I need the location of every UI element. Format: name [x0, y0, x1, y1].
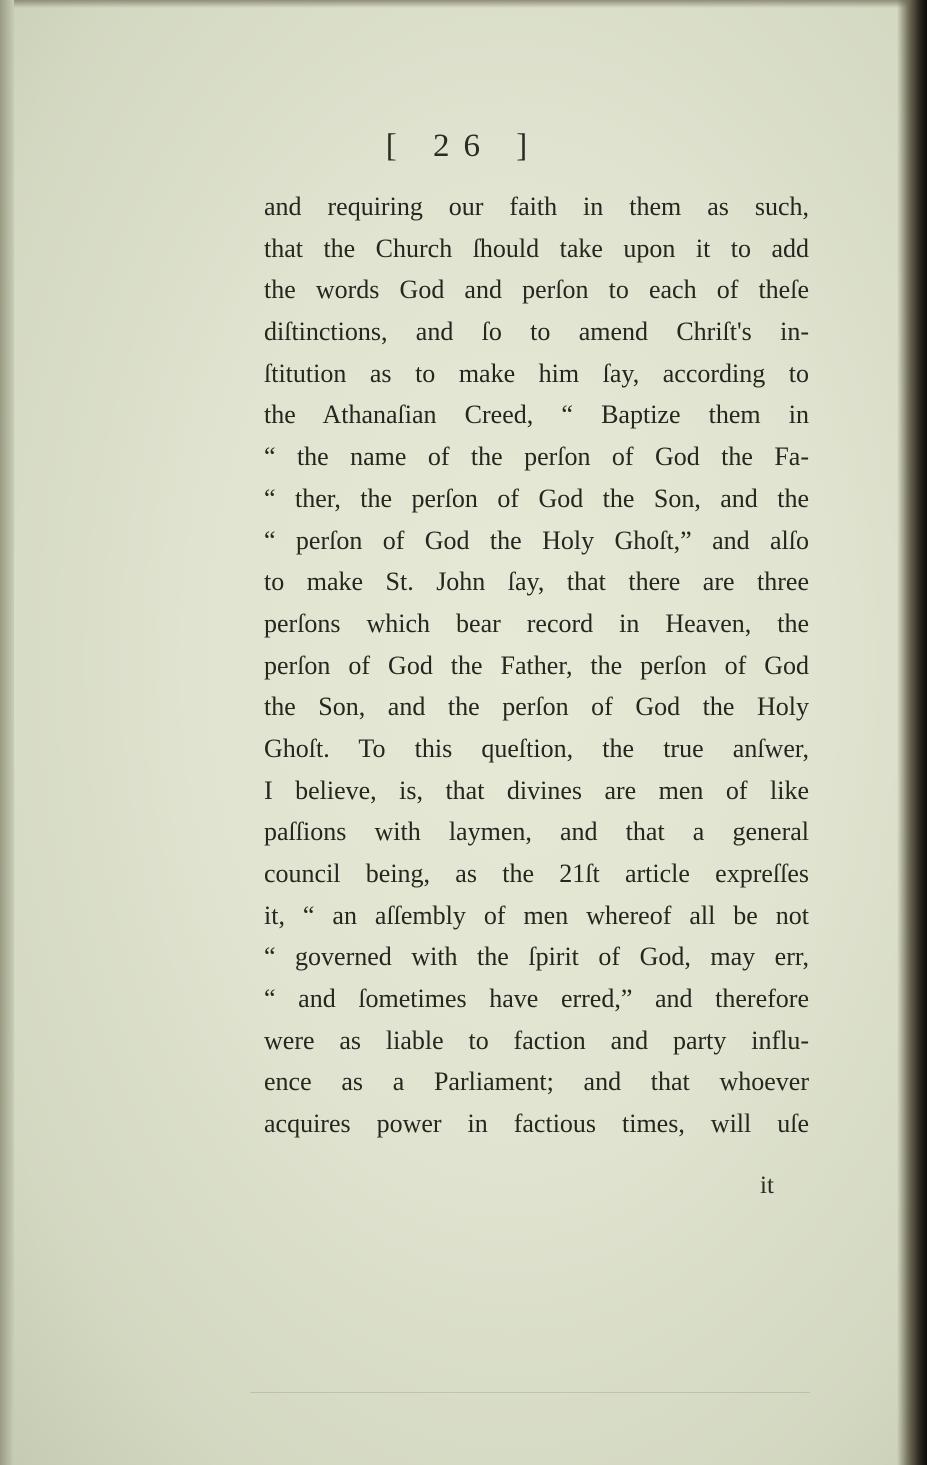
text-line: the Son, and the perſon of God the Holy [264, 692, 809, 722]
text-line: “ perſon of God the Holy Ghoſt,” and alſo [264, 525, 809, 555]
catchword: it [760, 1172, 774, 1199]
text-line: it, “ an aſſembly of men whereof all be not [264, 900, 809, 930]
text-line: “ ther, the perſon of God the Son, and the [264, 483, 809, 513]
text-line: were as liable to faction and party influ- [264, 1025, 809, 1055]
page-left-edge [0, 0, 14, 1465]
text-line: the Athanaſian Creed, “ Baptize them in [264, 400, 809, 430]
text-line: “ and ſometimes have erred,” and therefore [264, 984, 809, 1014]
text-line: perſon of God the Father, the perſon of God [264, 650, 809, 680]
text-line: the words God and perſon to each of theſe [264, 275, 809, 305]
text-line: council being, as the 21ſt article expreſſes [264, 859, 809, 888]
text-line: ence as a Parliament; and that whoever [264, 1067, 809, 1097]
text-line: and requiring our faith in them as such, [264, 192, 809, 221]
page-number-header: [ 26 ] [385, 128, 542, 164]
text-line: Ghoſt. To this queſtion, the true anſwer, [264, 733, 809, 763]
paper-fold-mark [250, 1392, 810, 1393]
text-line: ſtitution as to make him ſay, according to [264, 358, 809, 388]
text-line: I believe, is, that divines are men of like [264, 775, 809, 805]
body-text [264, 186, 809, 1145]
text-line: that the Church ſhould take upon it to add [264, 233, 809, 263]
page-top-edge [0, 0, 927, 8]
text-line: to make St. John ſay, that there are three [264, 567, 809, 597]
text-line: “ governed with the ſpirit of God, may err, [264, 942, 809, 972]
text-line: acquires power in factious times, will uſe [264, 1109, 809, 1139]
text-line: diſtinctions, and ſo to amend Chriſt's in- [264, 317, 809, 347]
text-line: perſons which bear record in Heaven, the [264, 608, 809, 638]
text-line: paſſions with laymen, and that a general [264, 817, 809, 847]
page-binding-shadow [897, 0, 927, 1465]
text-line: “ the name of the perſon of God the Fa- [264, 442, 809, 472]
